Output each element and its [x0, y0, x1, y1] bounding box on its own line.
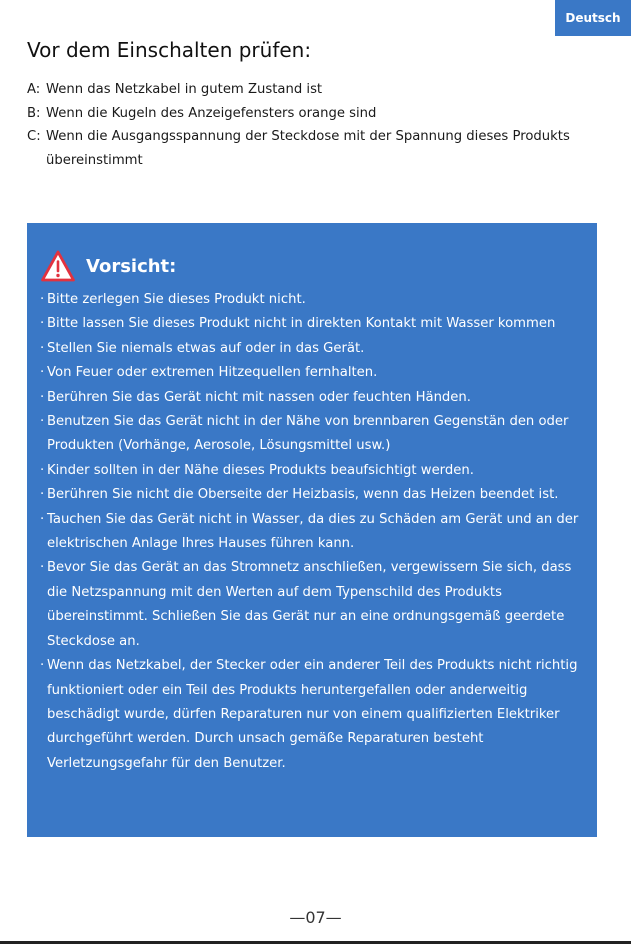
- check-label: B:: [27, 105, 41, 121]
- caution-item-text: Bitte lassen Sie dieses Produkt nicht in direkten Kontakt mit Wasser kommen: [47, 316, 556, 332]
- warning-triangle-icon: [41, 250, 75, 282]
- caution-item: [40, 410, 595, 459]
- bottom-rule: [0, 941, 631, 944]
- caution-item-text: Bitte zerlegen Sie dieses Produkt nicht.: [47, 292, 306, 307]
- caution-item: [40, 337, 595, 361]
- bullet: ·: [40, 560, 45, 576]
- caution-item: [40, 312, 595, 336]
- bullet: ·: [40, 365, 45, 381]
- caution-item-text: Tauchen Sie das Gerät nicht in Wasser, da dies zu Schäden am Gerät und an der elektrischen Anlage Ihres Hauses führen kann.: [47, 511, 579, 552]
- caution-item: [40, 556, 595, 654]
- caution-list: [40, 288, 595, 776]
- caution-item: [40, 386, 595, 410]
- caution-item-text: Wenn das Netzkabel, der Stecker oder ein anderer Teil des Produkts nicht richtig funktioniert oder ein Teil des Produkts heruntergefallen oder anderweitig beschädigt wurde, dürfen Reparaturen nur von einem qualifizierten Elektriker durchgeführt werden. Durch unsach gemäße Reparaturen besteht Verletzungsgefahr für den Benutzer.: [47, 658, 578, 771]
- caution-item: [40, 459, 595, 483]
- check-text: Wenn die Ausgangsspannung der Steckdose mit der Spannung dieses Produkts übereinstimmt: [46, 129, 570, 168]
- language-tab: Deutsch: [555, 0, 631, 36]
- caution-item-text: Berühren Sie das Gerät nicht mit nassen oder feuchten Händen.: [47, 389, 471, 405]
- page-heading: Vor dem Einschalten prüfen:: [27, 38, 312, 62]
- bullet: ·: [40, 487, 45, 503]
- caution-title: Vorsicht:: [86, 255, 177, 277]
- caution-item: [40, 508, 595, 557]
- check-item-c: [27, 125, 607, 172]
- bullet: ·: [40, 292, 45, 307]
- bullet: ·: [40, 414, 45, 430]
- bullet: ·: [40, 658, 45, 674]
- caution-item: [40, 483, 595, 507]
- check-text: Wenn die Kugeln des Anzeigefensters orange sind: [46, 105, 377, 121]
- caution-header: [41, 250, 176, 282]
- check-label: C:: [27, 129, 41, 144]
- bullet: ·: [40, 389, 45, 405]
- caution-item-text: Bevor Sie das Gerät an das Stromnetz anschließen, vergewissern Sie sich, dass die Netzspannung mit den Werten auf dem Typenschild des Produkts übereinstimmt. Schließen Sie das Gerät nur an eine ordnungsgemäß geerdete Steckdose an.: [47, 560, 572, 649]
- caution-item-text: Berühren Sie nicht die Oberseite der Heizbasis, wenn das Heizen beendet ist.: [47, 487, 559, 503]
- check-text: Wenn das Netzkabel in gutem Zustand ist: [46, 82, 323, 97]
- caution-item: [40, 654, 595, 776]
- bullet: ·: [40, 511, 45, 527]
- caution-item: [40, 288, 595, 312]
- caution-item-text: Benutzen Sie das Gerät nicht in der Nähe von brennbaren Gegenstän den oder Produkten (Vorhänge, Aerosole, Lösungsmittel usw.): [47, 414, 569, 454]
- bullet: ·: [40, 462, 45, 478]
- caution-item-text: Kinder sollten in der Nähe dieses Produkts beaufsichtigt werden.: [47, 462, 474, 478]
- caution-item-text: Von Feuer oder extremen Hitzequellen fernhalten.: [47, 365, 378, 381]
- page-number: —07—: [289, 908, 342, 927]
- caution-box: [27, 223, 597, 837]
- check-label: A:: [27, 82, 41, 97]
- caution-item: [40, 361, 595, 385]
- caution-item-text: Stellen Sie niemals etwas auf oder in das Gerät.: [47, 340, 365, 356]
- check-item-a: [27, 78, 607, 102]
- check-list: [27, 78, 607, 172]
- bullet: ·: [40, 316, 45, 332]
- bullet: ·: [40, 340, 45, 356]
- check-item-b: [27, 102, 607, 126]
